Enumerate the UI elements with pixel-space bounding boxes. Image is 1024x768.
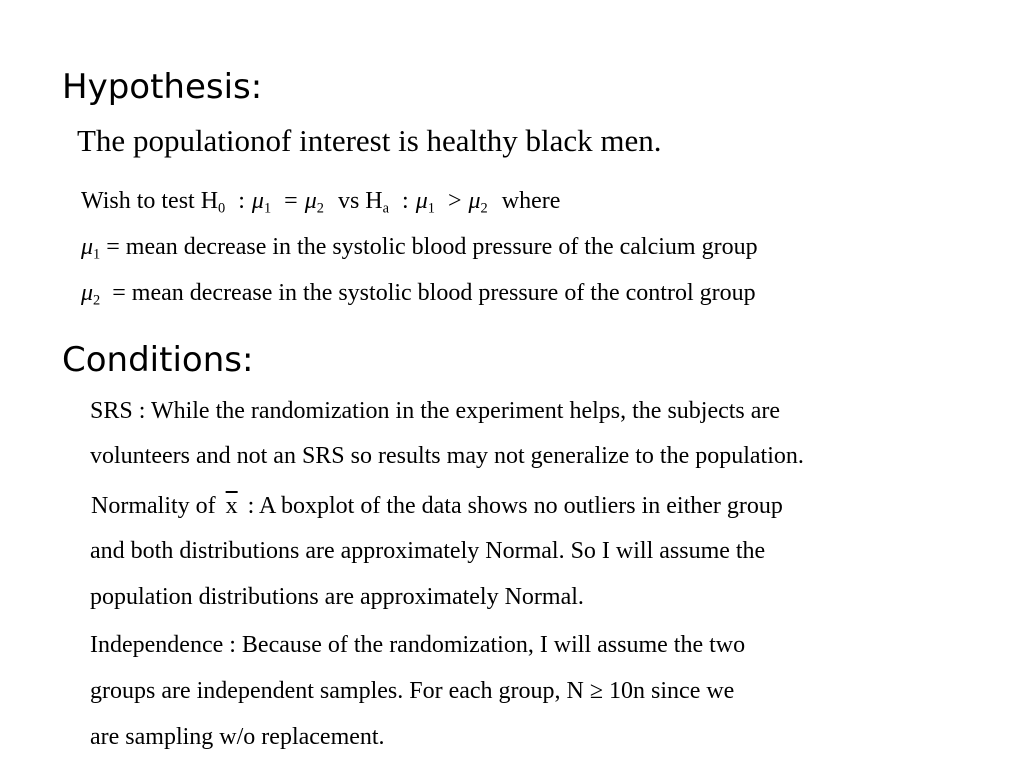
mu1-def-symbol: μ <box>81 234 94 260</box>
mu1-symbol: μ <box>251 188 264 214</box>
h0-subscript: 0 <box>218 200 226 217</box>
independence-line-2: groups are independent samples. For each group, N ≥ 10n since we <box>90 678 735 704</box>
srs-line-1: SRS : While the randomization in the experiment helps, the subjects are <box>90 398 781 424</box>
mu2-symbol: μ <box>304 188 317 214</box>
equals-symbol: = <box>284 188 298 214</box>
independence-line-1: Independence : Because of the randomization, I will assume the two <box>90 632 746 658</box>
mu2-def-subscript: 2 <box>93 292 101 309</box>
colon-symbol-2: : <box>402 188 409 214</box>
mu1-definition <box>81 234 758 263</box>
mu1-def-subscript: 1 <box>93 246 101 263</box>
normality-rest: : A boxplot of the data shows no outliers in either group <box>241 493 783 519</box>
normality-prefix: Normality of <box>91 493 222 519</box>
mu2-def-symbol: μ <box>81 280 94 306</box>
mu2-subscript-2: 2 <box>480 200 488 217</box>
colon-symbol: : <box>238 188 245 214</box>
hypothesis-heading: Hypothesis: <box>62 67 263 107</box>
normality-line-3: population distributions are approximately Normal. <box>90 584 584 610</box>
where-text: where <box>501 188 561 214</box>
ha-subscript: a <box>382 200 390 217</box>
mu2-definition <box>81 280 756 309</box>
greater-symbol: > <box>447 188 462 214</box>
mu1-subscript: 1 <box>263 200 272 217</box>
mu2-subscript: 2 <box>316 200 324 217</box>
conditions-heading: Conditions: <box>62 340 254 380</box>
mu1-subscript-2: 1 <box>427 200 435 217</box>
normality-line-1 <box>91 494 783 518</box>
mu2-def-text: = mean decrease in the systolic blood pressure of the control group <box>112 280 756 306</box>
test-prefix: Wish to test H <box>81 188 219 214</box>
mu1-symbol-2: μ <box>415 188 428 214</box>
mu1-def-text: = mean decrease in the systolic blood pressure of the calcium group <box>106 234 758 260</box>
population-statement: The populationof interest is healthy black men. <box>77 123 662 158</box>
independence-line-3: are sampling w/o replacement. <box>90 724 385 750</box>
vs-text: vs H <box>337 188 383 214</box>
mu2-symbol-2: μ <box>468 188 481 214</box>
srs-line-2: volunteers and not an SRS so results may not generalize to the population. <box>90 443 804 469</box>
hypothesis-test-line <box>81 188 561 217</box>
normality-line-2: and both distributions are approximately Normal. So I will assume the <box>90 538 766 564</box>
xbar-symbol: $\overline{x}$ <box>225 493 238 519</box>
